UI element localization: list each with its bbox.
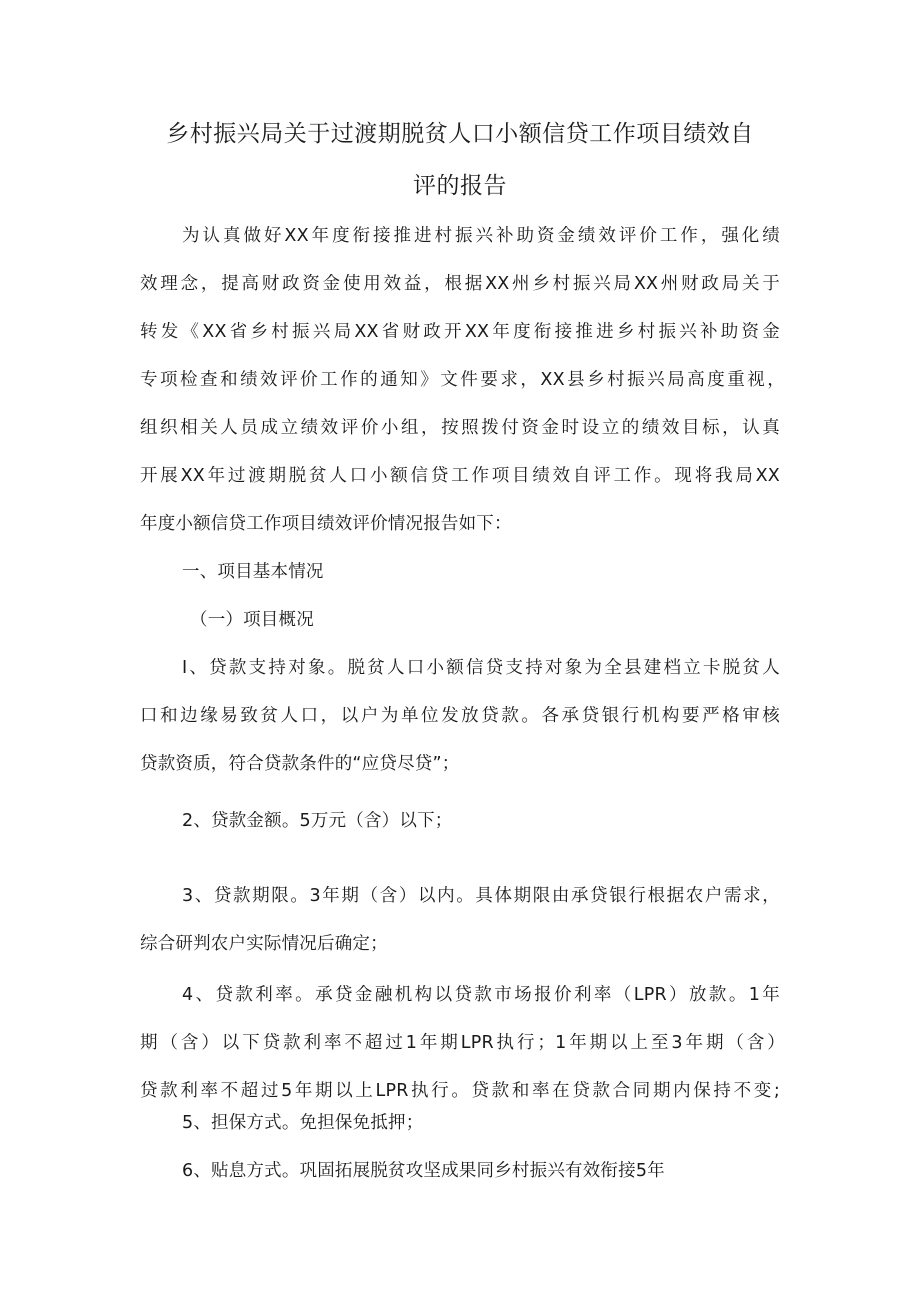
item-1-line-1: I、贷款支持对象。脱贫人口小额信贷支持对象为全县建档立卡脱贫人 bbox=[182, 658, 780, 678]
item-3-line-2: 综合研判农户实际情况后确定； bbox=[140, 934, 388, 954]
item-5-line: 5、担保方式。免担保免抵押； bbox=[182, 1113, 424, 1133]
item-6-line: 6、贴息方式。巩固拓展脱贫攻坚成果同乡村振兴有效衔接5年 bbox=[182, 1161, 665, 1181]
intro-line-6: 开展XX年过渡期脱贫人口小额信贷工作项目绩效自评工作。现将我局XX bbox=[140, 466, 780, 486]
item-4-line-2: 期（含）以下贷款利率不超过1年期LPR执行；1年期以上至3年期（含） bbox=[140, 1033, 785, 1053]
document-title-line-1: 乡村振兴局关于过渡期脱贫人口小额信贷工作项目绩效自 bbox=[166, 121, 754, 147]
section-heading: 一、项目基本情况 bbox=[182, 562, 324, 582]
item-4-line-1: 4、贷款利率。承贷金融机构以贷款市场报价利率（LPR）放款。1年 bbox=[182, 985, 780, 1005]
intro-line-2: 效理念，提高财政资金使用效益，根据XX州乡村振兴局XX州财政局关于 bbox=[140, 274, 780, 294]
intro-line-5: 组织相关人员成立绩效评价小组，按照拨付资金时设立的绩效目标，认真 bbox=[140, 418, 780, 438]
item-3-line-1: 3、贷款期限。3年期（含）以内。具体期限由承贷银行根据农户需求， bbox=[182, 886, 780, 906]
item-1-line-2: 口和边缘易致贫人口，以户为单位发放贷款。各承贷银行机构要严格审核 bbox=[140, 706, 780, 726]
intro-line-7: 年度小额信贷工作项目绩效评价情况报告如下： bbox=[140, 514, 512, 534]
item-4-line-3: 贷款利率不超过5年期以上LPR执行。贷款和率在贷款合同期内保持不变; bbox=[140, 1081, 780, 1101]
item-2-line: 2、贷款金额。5万元（含）以下； bbox=[182, 811, 453, 831]
item-1-line-3: 贷款资质，符合贷款条件的“应贷尽贷”； bbox=[140, 754, 460, 774]
intro-line-1: 为认真做好XX年度衔接推进村振兴补助资金绩效评价工作，强化绩 bbox=[182, 226, 780, 246]
intro-line-4: 专项检查和绩效评价工作的通知》文件要求，XX县乡村振兴局高度重视， bbox=[140, 370, 785, 390]
intro-line-3: 转发《XX省乡村振兴局XX省财政开XX年度衔接推进乡村振兴补助资金 bbox=[140, 322, 780, 342]
subsection-heading: （一）项目概况 bbox=[190, 610, 314, 630]
document-title-line-2: 评的报告 bbox=[413, 173, 507, 199]
